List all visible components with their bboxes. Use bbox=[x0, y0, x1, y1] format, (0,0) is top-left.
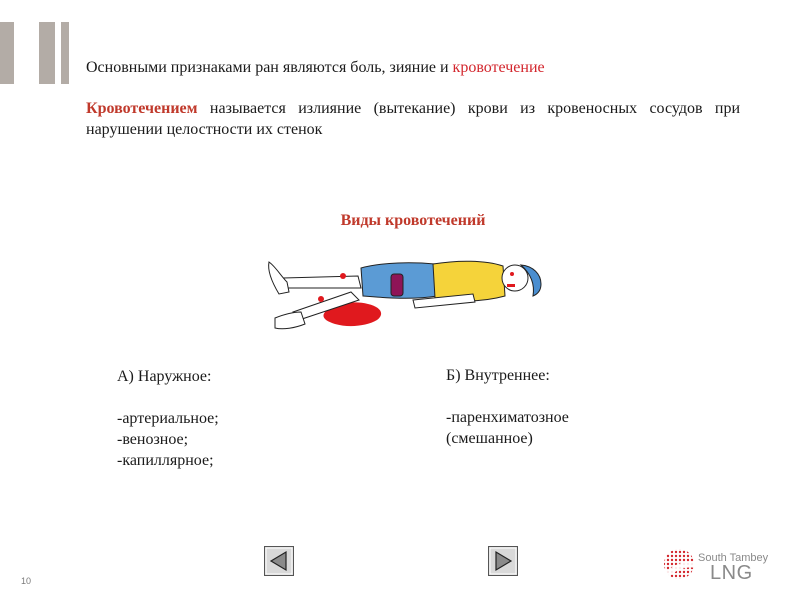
wound-signs-statement bbox=[86, 59, 545, 77]
internal-heading: Б) Внутреннее: bbox=[446, 367, 550, 384]
bleeding-keyword: кровотечение bbox=[452, 59, 545, 76]
external-heading: А) Наружное: bbox=[117, 368, 212, 385]
internal-item-mixed: (смешанное) bbox=[446, 430, 533, 447]
internal-item-parenchymal: -паренхиматозное bbox=[446, 409, 569, 426]
internal-bleeding-column bbox=[446, 365, 569, 449]
external-bleeding-column bbox=[117, 366, 219, 471]
previous-slide-button[interactable] bbox=[264, 546, 294, 576]
injured-person-illustration bbox=[263, 254, 553, 336]
bleeding-types-title: Виды кровотечений bbox=[340, 212, 486, 229]
logo-line-1: South Tambey bbox=[698, 552, 769, 564]
definition-term: Кровотечением bbox=[86, 100, 198, 117]
definition-text: называется излияние (вытекание) крови из кровеносных сосудов при нарушении целостности их стенок bbox=[86, 100, 741, 138]
logo-line-2: LNG bbox=[710, 562, 753, 584]
decorative-bar-1 bbox=[0, 22, 14, 84]
bleeding-definition bbox=[86, 98, 740, 140]
company-logo bbox=[660, 544, 775, 584]
external-item-arterial: -артериальное; bbox=[117, 410, 219, 427]
decorative-bar-2 bbox=[39, 22, 55, 84]
wound-signs-text: Основными признаками ран являются боль, зияние и bbox=[86, 59, 449, 76]
page-number: 10 bbox=[21, 576, 32, 586]
external-item-capillary: -капиллярное; bbox=[117, 452, 214, 469]
external-item-venous: -венозное; bbox=[117, 431, 189, 448]
next-slide-button[interactable] bbox=[488, 546, 518, 576]
decorative-bar-3 bbox=[61, 22, 69, 84]
spacer bbox=[117, 387, 219, 408]
globe-icon bbox=[662, 546, 698, 582]
spacer bbox=[446, 386, 569, 407]
